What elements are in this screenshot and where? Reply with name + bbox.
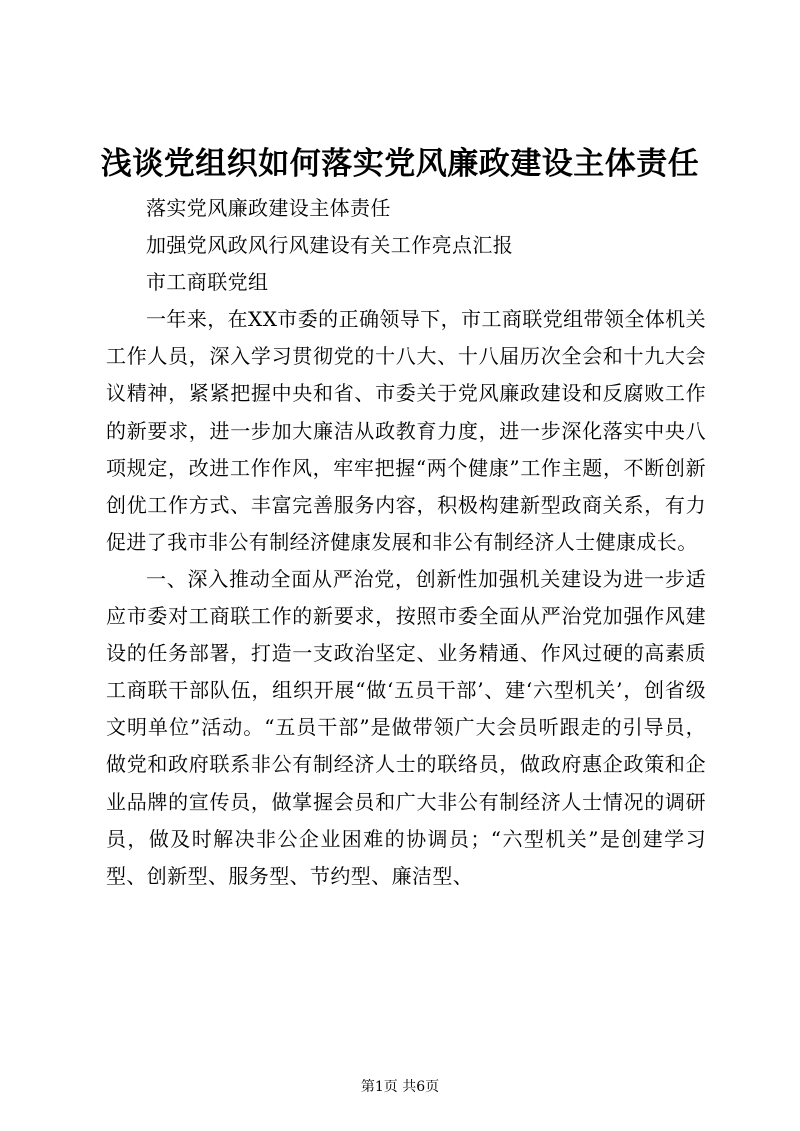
page-footer: 第1页 共6页: [360, 1079, 440, 1095]
body-paragraph: 一年来，在XX市委的正确领导下，市工商联党组带领全体机关工作人员，深入学习贯彻党的十八大、十八届历次全会和十九大会议精神，紧紧把握中央和省、市委关于党风廉政建设和反腐败工作的新要求，进一步加大廉洁从政教育力度，进一步深化落实中央八项规定，改进工作作风，牢牢把握“两个健康”工作主题，不断创新创优工作方式、丰富完善服务内容，积极构建新型政商关系，有力促进了我市非公有制经济健康发展和非公有制经济人士健康成长。: [106, 307, 706, 554]
author-line: 市工商联党组: [146, 270, 269, 295]
subtitle-line: 加强党风政风行风建设有关工作亮点汇报: [146, 233, 514, 258]
document-title: 浅谈党组织如何落实党风廉政建设主体责任: [100, 146, 700, 182]
document-body: [106, 190, 706, 895]
subtitle-line: 落实党风廉政建设主体责任: [146, 196, 391, 220]
body-paragraph: 一、深入推动全面从严治党，创新性加强机关建设为进一步适应市委对工商联工作的新要求，按照市委全面从严治党加强作风建设的任务部署，打造一支政治坚定、业务精通、作风过硬的高素质工商联干部队伍，组织开展“做‘五员干部’、建‘六型机关’，创省级文明单位”活动。“五员干部”是做带领广大会员听跟走的引导员，做党和政府联系非公有制经济人士的联络员，做政府惠企政策和企业品牌的宣传员，做掌握会员和广大非公有制经济人士情况的调研员，做及时解决非公企业困难的协调员；“六型机关”是创建学习型、创新型、服务型、节约型、廉洁型、: [106, 566, 706, 888]
